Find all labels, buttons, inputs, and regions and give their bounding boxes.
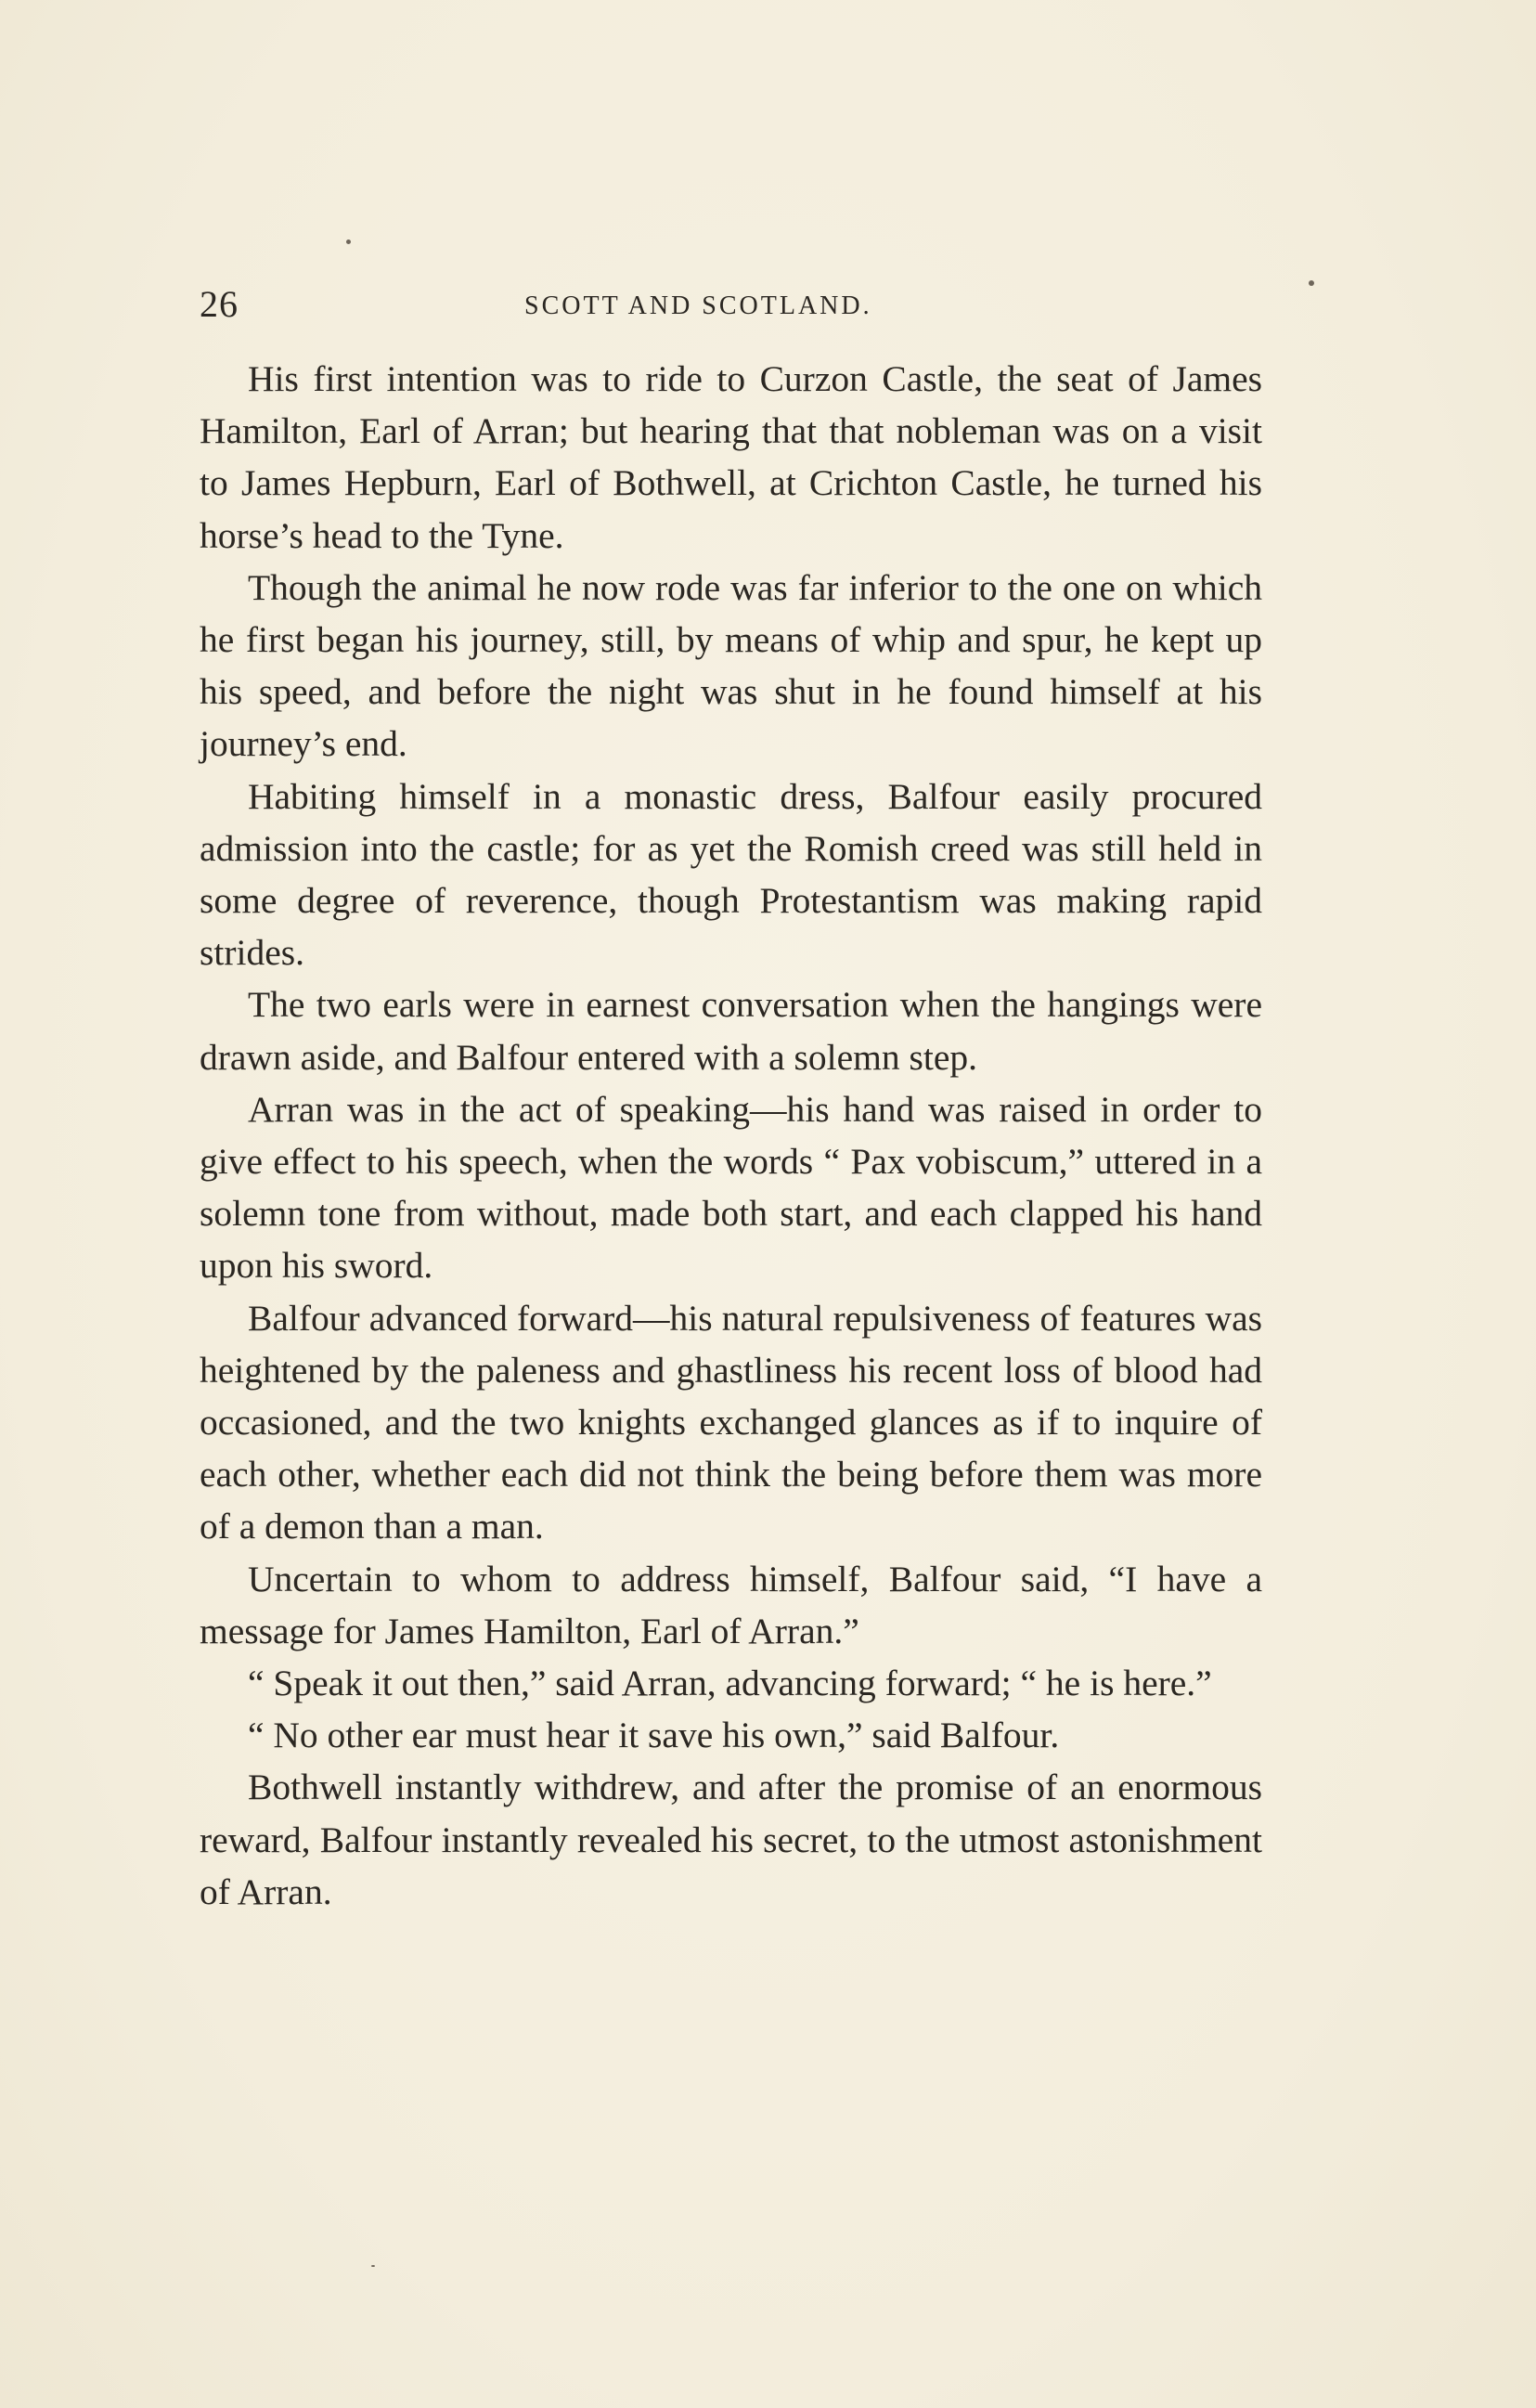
paragraph: Uncertain to whom to address himself, Balfour said, “I have a message for James Hamilton, Earl of Arran.” xyxy=(200,1558,1262,1651)
page-header xyxy=(200,278,1267,343)
paragraph: Arran was in the act of speaking—his hand was raised in order to give effect to his speech, when the words “ Pax vobiscum,” uttered in a solemn tone from without, made both start, and each clapped his hand upon his sword. xyxy=(200,1088,1262,1287)
paragraph: “ Speak it out then,” said Arran, advancing forward; “ he is here.” xyxy=(248,1663,1212,1704)
paragraph: “ No other ear must hear it save his own,” said Balfour. xyxy=(248,1715,1060,1756)
body-text xyxy=(200,353,1262,1918)
ink-speck xyxy=(346,240,351,244)
paragraph: Bothwell instantly withdrew, and after the promise of an enormous reward, Balfour instantly revealed his secret, to the utmost astonishment of Arran. xyxy=(200,1767,1262,1912)
paragraph: His first intention was to ride to Curzon Castle, the seat of James Hamilton, Earl of Arran; but hearing that that nobleman was on a visit to James Hepburn, Earl of Bothwell, at Crichton Castle, he turned his horse’s head to the Tyne. xyxy=(200,358,1262,556)
ink-speck xyxy=(1309,280,1314,286)
page-number: 26 xyxy=(200,283,239,325)
paragraph: Habiting himself in a monastic dress, Balfour easily procured admission into the castle; for as yet the Romish creed was still held in some degree of reverence, though Protestantism was making rapid strides. xyxy=(200,775,1262,974)
paragraph: Though the animal he now rode was far inferior to the one on which he first began his journey, still, by means of whip and spur, he kept up his speed, and before the night was shut in he found himself at his journey’s end. xyxy=(200,566,1262,765)
ink-speck xyxy=(371,2265,375,2267)
running-title: SCOTT AND SCOTLAND. xyxy=(524,291,872,320)
paragraph: Balfour advanced forward—his natural repulsiveness of features was heightened by the paleness and ghastliness his recent loss of blood had occasioned, and the two knights exchanged glances as if to inquire of each other, whether each did not think the being before them was more of a demon than a man. xyxy=(200,1297,1262,1547)
paragraph: The two earls were in earnest conversation when the hangings were drawn aside, and Balfour entered with a solemn step. xyxy=(200,984,1262,1078)
